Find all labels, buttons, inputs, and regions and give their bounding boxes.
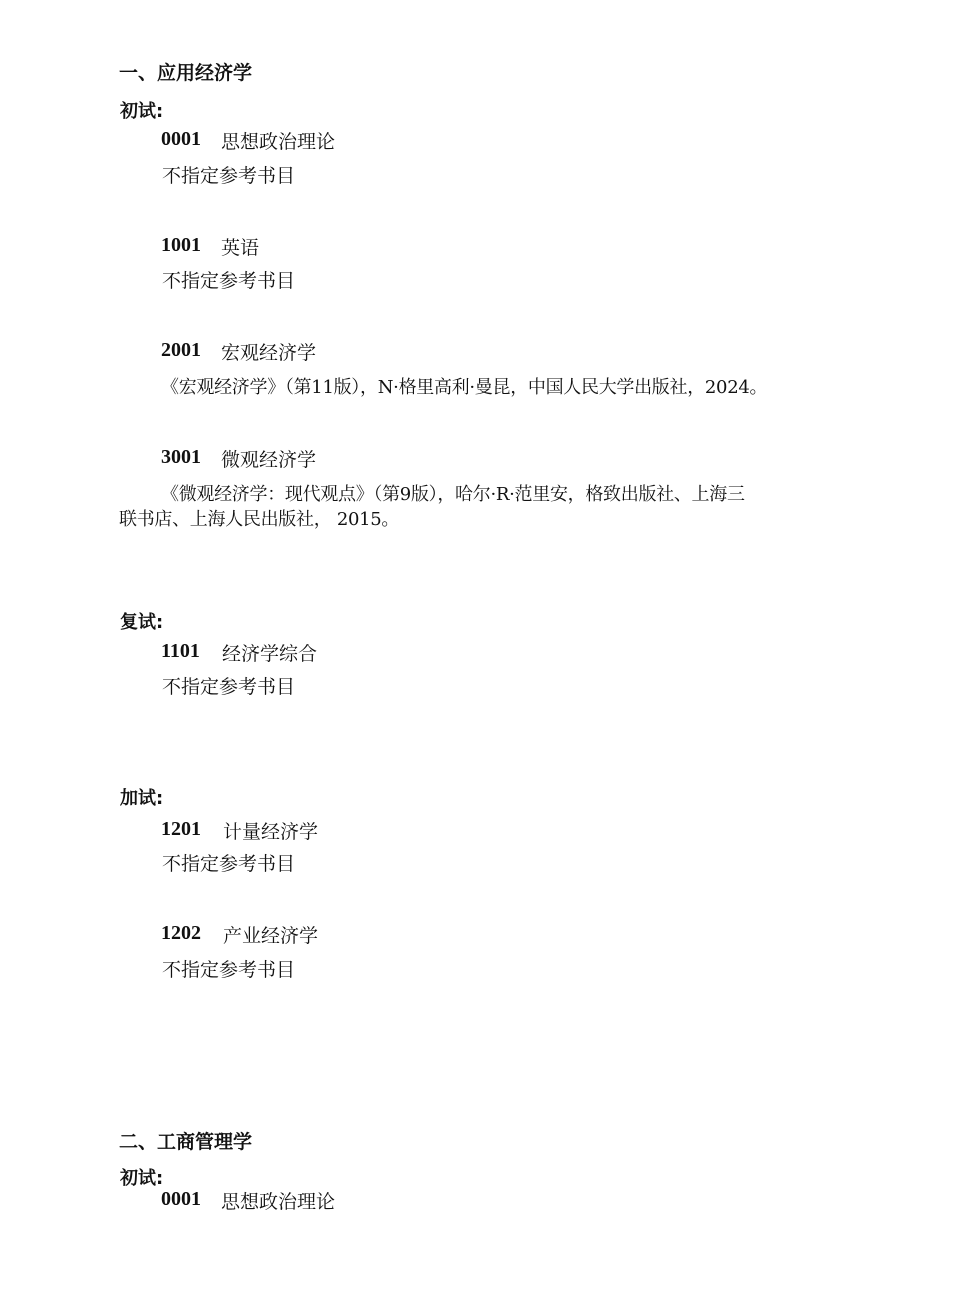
course-code: 1201	[161, 818, 201, 840]
course-reference: 不指定参考书目	[162, 853, 296, 875]
course-name: 产业经济学	[223, 925, 319, 947]
course-code: 3001	[161, 446, 201, 468]
course-reference-line2: 联书店、上海人民出版社， 2015。	[119, 509, 400, 530]
course-name: 思想政治理论	[221, 131, 336, 153]
course-code: 2001	[161, 339, 201, 361]
course-name: 思想政治理论	[221, 1191, 336, 1213]
course-name: 英语	[221, 237, 260, 259]
course-reference: 《宏观经济学》（第11版），N·格里高利·曼昆，中国人民大学出版社，2024。	[161, 377, 768, 398]
course-reference: 不指定参考书目	[162, 165, 296, 187]
course-code: 1202	[161, 922, 201, 944]
course-reference: 不指定参考书目	[162, 676, 296, 698]
course-code: 1101	[161, 640, 200, 662]
stage-label-extra: 加试:	[120, 788, 164, 809]
course-name: 宏观经济学	[221, 342, 317, 364]
course-name: 计量经济学	[223, 821, 319, 843]
course-reference: 不指定参考书目	[162, 959, 296, 981]
stage-label-initial: 初试:	[120, 1168, 164, 1189]
section-title: 一、应用经济学	[119, 62, 253, 84]
stage-label-initial: 初试:	[120, 101, 164, 122]
course-code: 0001	[161, 128, 201, 150]
course-name: 微观经济学	[221, 449, 317, 471]
course-reference-line1: 《微观经济学：现代观点》（第9版），哈尔·R·范里安，格致出版社、上海三	[161, 484, 745, 505]
course-code: 0001	[161, 1188, 201, 1210]
stage-label-retest: 复试:	[120, 612, 164, 633]
course-code: 1001	[161, 234, 201, 256]
section-title: 二、工商管理学	[119, 1131, 253, 1153]
course-reference: 不指定参考书目	[162, 270, 296, 292]
course-name: 经济学综合	[222, 643, 318, 665]
